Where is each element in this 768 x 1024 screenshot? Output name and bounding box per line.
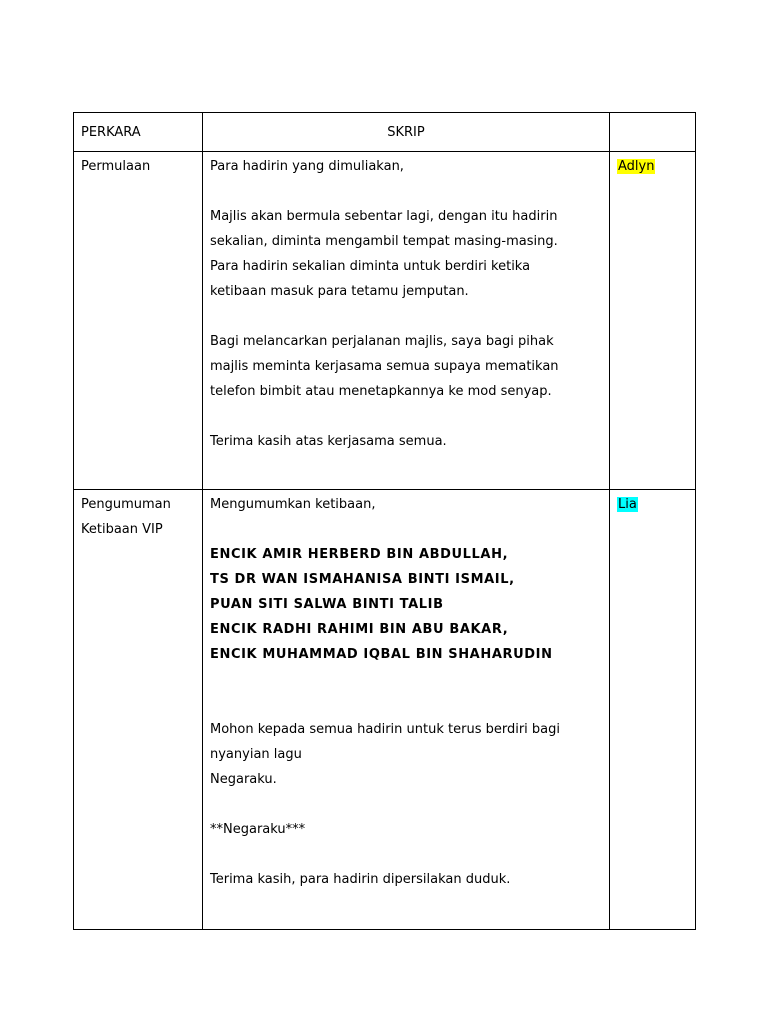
script-cell <box>203 152 610 490</box>
script-line: Para hadirin yang dimuliakan, <box>210 159 404 174</box>
perkara-label: Permulaan <box>81 159 151 174</box>
header-pic <box>610 113 696 152</box>
perkara-label: Pengumuman <box>81 497 171 512</box>
script-line: majlis meminta kerjasama semua supaya mematikan <box>210 359 559 374</box>
script-line: Majlis akan bermula sebentar lagi, dengan itu hadirin <box>210 209 558 224</box>
pic-cell <box>610 490 696 930</box>
script-line: **Negaraku*** <box>210 822 306 837</box>
perkara-label: Ketibaan VIP <box>81 522 163 537</box>
pic-name-highlight: Lia <box>618 497 637 512</box>
vip-name: ENCIK MUHAMMAD IQBAL BIN SHAHARUDIN <box>210 647 553 662</box>
table-header-row <box>74 113 696 152</box>
script-line: Bagi melancarkan perjalanan majlis, saya bagi pihak <box>210 334 554 349</box>
script-line: Terima kasih atas kerjasama semua. <box>210 434 447 449</box>
script-line: Mengumumkan ketibaan, <box>210 497 376 512</box>
script-line: telefon bimbit atau menetapkannya ke mod senyap. <box>210 384 552 399</box>
script-line: Negaraku. <box>210 772 277 787</box>
header-skrip: SKRIP <box>203 113 610 152</box>
header-perkara: PERKARA <box>74 113 203 152</box>
pic-name-highlight: Adlyn <box>618 159 655 174</box>
vip-name: ENCIK RADHI RAHIMI BIN ABU BAKAR, <box>210 622 509 637</box>
script-line: ketibaan masuk para tetamu jemputan. <box>210 284 469 299</box>
script-table <box>73 112 696 930</box>
vip-name: ENCIK AMIR HERBERD BIN ABDULLAH, <box>210 547 509 562</box>
perkara-cell <box>74 490 203 930</box>
script-line: sekalian, diminta mengambil tempat masing-masing. <box>210 234 558 249</box>
vip-name: PUAN SITI SALWA BINTI TALIB <box>210 597 444 612</box>
perkara-cell <box>74 152 203 490</box>
script-line: Terima kasih, para hadirin dipersilakan duduk. <box>210 872 511 887</box>
table-row <box>74 152 696 490</box>
script-cell <box>203 490 610 930</box>
pic-cell <box>610 152 696 490</box>
table-row <box>74 490 696 930</box>
script-line: nyanyian lagu <box>210 747 302 762</box>
vip-name: TS DR WAN ISMAHANISA BINTI ISMAIL, <box>210 572 515 587</box>
script-line: Para hadirin sekalian diminta untuk berdiri ketika <box>210 259 531 274</box>
script-line: Mohon kepada semua hadirin untuk terus berdiri bagi <box>210 722 560 737</box>
